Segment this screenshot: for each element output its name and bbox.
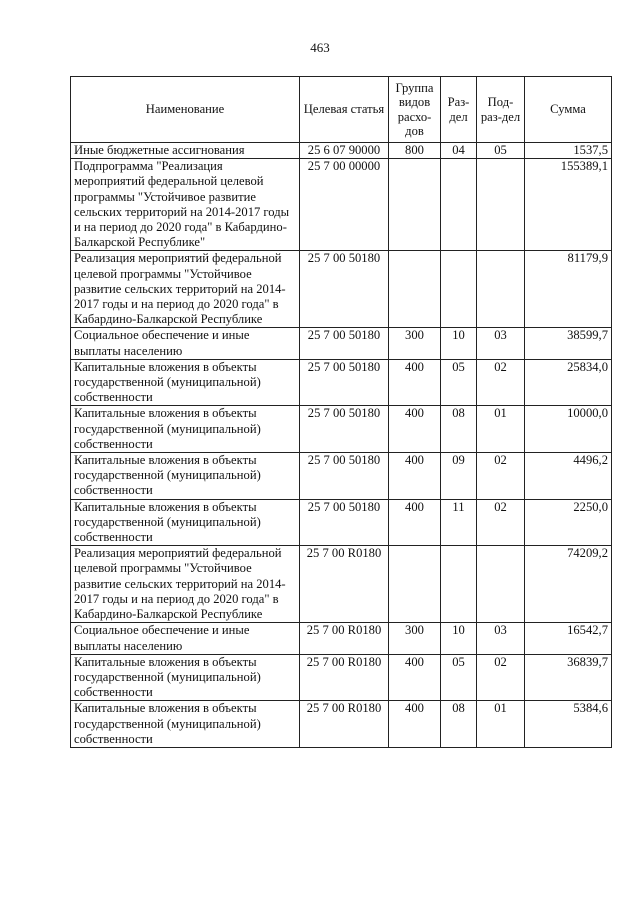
row-name: Реализация мероприятий федеральной целевой программы "Устойчивое развитие сельских территорий на 2014-2017 годы и на период до 2020 года" в Кабардино-Балкарской Республике	[71, 546, 300, 623]
row-sum: 4496,2	[525, 453, 612, 500]
row-section: 08	[441, 701, 477, 748]
row-subsection	[477, 159, 525, 251]
table-row	[71, 406, 612, 453]
row-target-article: 25 7 00 50180	[300, 251, 389, 328]
row-name: Капитальные вложения в объекты государственной (муниципальной) собственности	[71, 453, 300, 500]
row-section: 05	[441, 359, 477, 406]
row-target-article: 25 7 00 R0180	[300, 546, 389, 623]
row-name: Капитальные вложения в объекты государственной (муниципальной) собственности	[71, 701, 300, 748]
row-sum: 74209,2	[525, 546, 612, 623]
row-name: Социальное обеспечение и иные выплаты населению	[71, 328, 300, 359]
header-sum: Сумма	[525, 77, 612, 143]
row-name: Капитальные вложения в объекты государственной (муниципальной) собственности	[71, 654, 300, 701]
row-target-article: 25 7 00 50180	[300, 328, 389, 359]
row-target-article: 25 7 00 50180	[300, 453, 389, 500]
row-target-article: 25 7 00 50180	[300, 359, 389, 406]
header-section: Раз-дел	[441, 77, 477, 143]
row-target-article: 25 7 00 R0180	[300, 701, 389, 748]
row-section: 08	[441, 406, 477, 453]
row-expense-group: 300	[389, 623, 441, 654]
row-section	[441, 251, 477, 328]
row-subsection: 02	[477, 453, 525, 500]
row-sum: 1537,5	[525, 143, 612, 159]
table-row	[71, 251, 612, 328]
table-row	[71, 143, 612, 159]
row-expense-group: 400	[389, 406, 441, 453]
row-name: Подпрограмма "Реализация мероприятий федеральной целевой программы "Устойчивое развитие сельских территорий на 2014-2017 годы и на период до 2020 года" в Кабардино-Балкарской Республике"	[71, 159, 300, 251]
row-target-article: 25 7 00 R0180	[300, 623, 389, 654]
row-subsection: 02	[477, 499, 525, 546]
row-section: 10	[441, 328, 477, 359]
row-expense-group: 400	[389, 453, 441, 500]
row-sum: 155389,1	[525, 159, 612, 251]
table-row	[71, 623, 612, 654]
row-sum: 81179,9	[525, 251, 612, 328]
row-expense-group: 400	[389, 499, 441, 546]
row-sum: 16542,7	[525, 623, 612, 654]
row-subsection	[477, 546, 525, 623]
row-subsection: 01	[477, 701, 525, 748]
page-number: 463	[310, 40, 330, 55]
budget-table	[70, 76, 612, 748]
row-expense-group	[389, 251, 441, 328]
row-target-article: 25 7 00 00000	[300, 159, 389, 251]
row-name: Капитальные вложения в объекты государственной (муниципальной) собственности	[71, 359, 300, 406]
row-name: Реализация мероприятий федеральной целевой программы "Устойчивое развитие сельских территорий на 2014-2017 годы и на период до 2020 года" в Кабардино-Балкарской Республике	[71, 251, 300, 328]
row-name: Капитальные вложения в объекты государственной (муниципальной) собственности	[71, 499, 300, 546]
row-target-article: 25 6 07 90000	[300, 143, 389, 159]
row-expense-group: 400	[389, 359, 441, 406]
row-sum: 5384,6	[525, 701, 612, 748]
row-expense-group	[389, 546, 441, 623]
row-sum: 2250,0	[525, 499, 612, 546]
row-sum: 10000,0	[525, 406, 612, 453]
row-subsection: 01	[477, 406, 525, 453]
row-name: Капитальные вложения в объекты государственной (муниципальной) собственности	[71, 406, 300, 453]
header-expense-group: Группа видов расхо-дов	[389, 77, 441, 143]
row-section: 04	[441, 143, 477, 159]
row-sum: 25834,0	[525, 359, 612, 406]
table-row	[71, 453, 612, 500]
header-target-article: Целевая статья	[300, 77, 389, 143]
header-name: Наименование	[71, 77, 300, 143]
table-row	[71, 546, 612, 623]
row-section: 11	[441, 499, 477, 546]
row-target-article: 25 7 00 50180	[300, 499, 389, 546]
row-subsection	[477, 251, 525, 328]
row-subsection: 03	[477, 328, 525, 359]
table-row	[71, 359, 612, 406]
row-name: Иные бюджетные ассигнования	[71, 143, 300, 159]
row-sum: 36839,7	[525, 654, 612, 701]
header-subsection: Под-раз-дел	[477, 77, 525, 143]
row-expense-group	[389, 159, 441, 251]
row-expense-group: 800	[389, 143, 441, 159]
row-subsection: 03	[477, 623, 525, 654]
table-row	[71, 654, 612, 701]
row-name: Социальное обеспечение и иные выплаты населению	[71, 623, 300, 654]
row-sum: 38599,7	[525, 328, 612, 359]
row-subsection: 05	[477, 143, 525, 159]
row-target-article: 25 7 00 50180	[300, 406, 389, 453]
row-expense-group: 300	[389, 328, 441, 359]
row-section	[441, 546, 477, 623]
table-row	[71, 159, 612, 251]
row-section: 09	[441, 453, 477, 500]
row-section	[441, 159, 477, 251]
table-row	[71, 701, 612, 748]
row-expense-group: 400	[389, 654, 441, 701]
table-row	[71, 328, 612, 359]
row-expense-group: 400	[389, 701, 441, 748]
table-row	[71, 499, 612, 546]
row-section: 05	[441, 654, 477, 701]
row-target-article: 25 7 00 R0180	[300, 654, 389, 701]
row-subsection: 02	[477, 359, 525, 406]
table-header-row	[71, 77, 612, 143]
row-subsection: 02	[477, 654, 525, 701]
row-section: 10	[441, 623, 477, 654]
